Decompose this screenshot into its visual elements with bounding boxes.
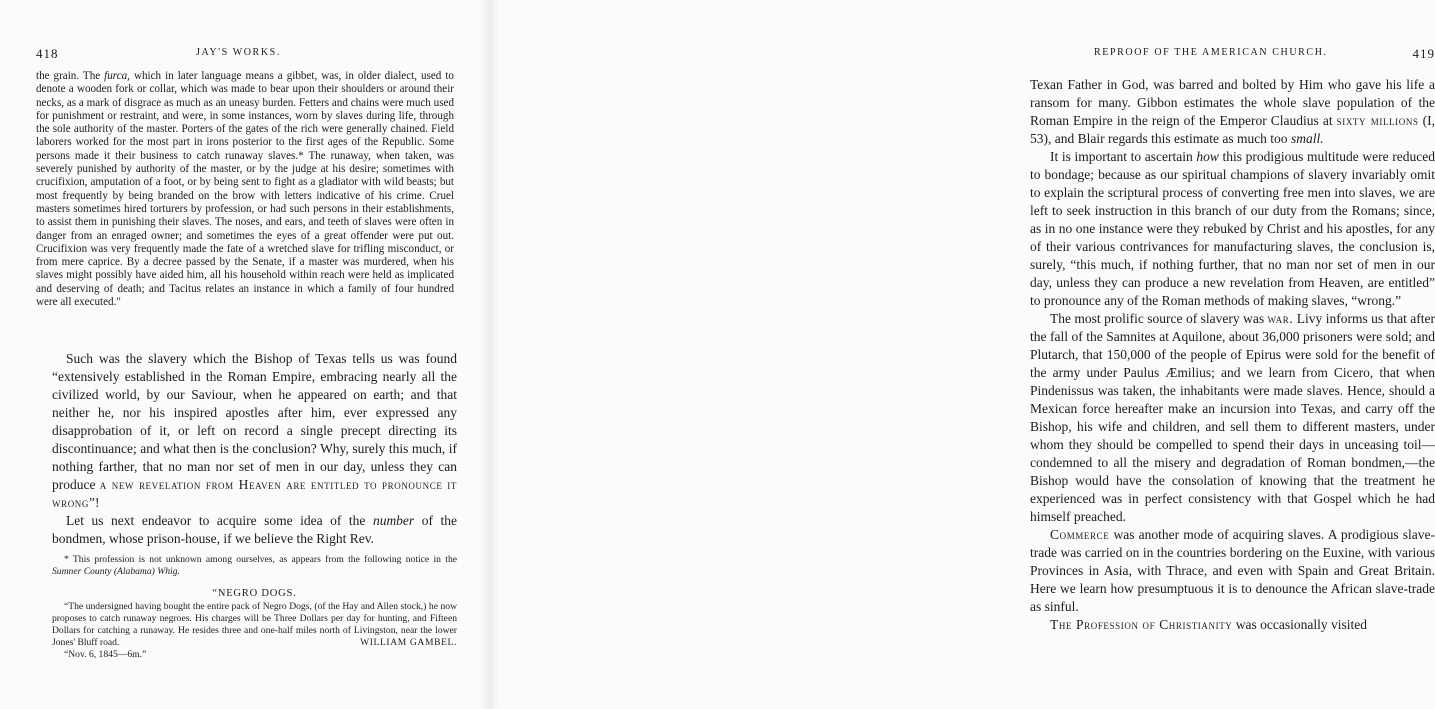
running-title: REPROOF OF THE AMERICAN CHURCH. — [1094, 47, 1328, 58]
body-text: Let us next endeavor to acquire some idea of the — [66, 513, 373, 528]
quote-text: the grain. The — [36, 70, 105, 82]
right-body-text — [1030, 76, 1435, 634]
body-text: Texan Father in God, was barred and bolted by Him who gave his life a ransom for many. Gibbon estimates the whole slave population of the Roman Empire in the reign of the Emperor Claudius at — [1030, 77, 1435, 128]
left-body-text — [52, 350, 457, 548]
italic-text: how — [1196, 149, 1219, 164]
italic-text: number — [372, 513, 415, 528]
body-text: (I, 53), and Blair regards this estimate as much too — [1030, 113, 1435, 146]
body-text: ”! — [89, 495, 100, 510]
running-title: JAY'S WORKS. — [196, 47, 281, 58]
body-paragraph — [1030, 310, 1435, 526]
page-number: 419 — [1412, 46, 1435, 61]
left-page-header — [36, 46, 464, 64]
right-page — [490, 0, 1435, 709]
footnote-italic: Sumner County (Alabama) Whig. — [52, 565, 180, 577]
body-text: Livy informs us that after the fall of the Samnites at Aquilone, about 36,000 prisoners were sold; and Plutarch, that 150,000 of the people of Epirus were sold for the benefit of the army under Paulus Æmilius; and we learn from Cicero, that when Pindenissus was taken, the inhabitants were made slaves. Hence, should a Mexican force hereafter make an incursion into Texas, and carry off the Bishop, his wife and children, and sell them to different masters, under whom they should be compelled to spend their days in unceasing toil—condemned to all the misery and degradation of Roman bondmen,—the Bishop would have the consolation of knowing that the treatment he experienced was in perfect consistency with that Gospel which he had himself preached. — [1030, 311, 1435, 524]
small-caps-text: war. — [1267, 311, 1294, 326]
body-text: Such was the slavery which the Bishop of Texas tells us was found “extensively established in the Roman Empire, embracing nearly all the civilized world, by our Saviour, when he appeared on earth; and that neither he, nor his inspired apostles after him, ever expressed any disapprobation of it, or left on record a single precept directing its discontinuance; and what then is the conclusion? Why, surely this much, if nothing farther, that no man nor set of men in our day, unless they can produce — [52, 351, 457, 492]
advertisement-heading: “NEGRO DOGS. — [212, 587, 297, 599]
body-paragraph — [52, 512, 457, 548]
quote-text: which in later language means a gibbet, was, in older dialect, used to denote a wooden fork or collar, which was made to bear upon their shoulders or around their necks, as a mark of disgrace as much as an uneasy burden. Fetters and chains were much used for punishment or restraint, and were, in some instances, worn by slaves during life, through the sole authority of the master. Porters of the gates of the rich were generally chained. Field laborers worked for the most part in irons posterior to the first ages of the Republic. Some persons made it their business to catch runaway slaves.* The runaway, when taken, was severely punished by authority of the master, or by the judge at his desire; sometimes with crucifixion, amputation of a foot, or by being sent to fight as a gladiator with wild beasts; but most frequently by being branded on the brow with letters indicative of his crime. Cruel masters sometimes hired torturers by profession, or had such persons in their establishments, to assist them in punishing their slaves. The noses, and ears, and teeth of slaves were often in danger from an enraged owner; and sometimes the eyes of a great offender were put out. Crucifixion was very frequently made the fate of a wretched slave for trifling misconduct, or from mere caprice. By a decree passed by the Senate, if a master was murdered, when his slaves might possibly have aided him, all his household within reach were held as implicated and deserving of death; and Tacitus relates an instance in which a family of four hundred were all executed." — [36, 70, 454, 309]
quote-italic-term: furca, — [104, 70, 130, 82]
advertisement-text — [52, 601, 457, 648]
body-text: It is important to ascertain — [1050, 149, 1197, 164]
small-caps-text: a new revelation from Heaven are entitled to pronounce it wrong — [52, 477, 458, 510]
advertisement-signature: WILLIAM GAMBEL. — [360, 636, 457, 648]
footnote-text — [52, 554, 457, 578]
body-paragraph — [1030, 148, 1435, 310]
small-caps-text: Commerce — [1050, 527, 1110, 542]
body-paragraph — [52, 350, 457, 512]
body-text: this prodigious multitude were reduced to bondage; because as our spiritual champions of slavery invariably omit to explain the scriptural process of converting free men into slaves, we are left to seek instruction in this branch of our duty from the Romans; since, as in no one instance were they rebuked by Christ and his apostles, for any of their various contrivances for manufacturing slaves, the conclusion is, surely, “this much, if nothing further, that no man nor set of men in our day, unless they can produce a new revelation from Heaven, are entitled” to pronounce any of the Roman methods of making slaves, “wrong.” — [1030, 149, 1435, 308]
small-caps-text: The Profession of Christianity — [1050, 617, 1233, 632]
body-paragraph — [1030, 616, 1435, 634]
body-paragraph — [1030, 76, 1435, 148]
quote-paragraph — [36, 70, 454, 309]
body-text: of the bondmen, whose prison-house, if we believe the Right Rev. — [52, 513, 457, 546]
advertisement-body: “The undersigned having bought the entire pack of Negro Dogs, (of the Hay and Allen stock,) he now proposes to catch runaway negroes. His charges will be Three Dollars per day for hunting, and Fifteen Dollars for catching a runaway. He resides three and one-half miles north of Livingston, near the lower Jones' Bluff road. — [52, 601, 457, 648]
block-quote — [36, 70, 454, 309]
footnote-body: * This profession is not unknown among ourselves, as appears from the following notice in the — [64, 554, 457, 565]
small-caps-text: sixty millions — [1336, 113, 1419, 128]
body-text: The most prolific source of slavery was — [1050, 311, 1268, 326]
body-text: was occasionally visited — [1232, 617, 1367, 632]
right-page-header — [1030, 46, 1435, 64]
italic-text: small. — [1290, 131, 1324, 146]
body-paragraph — [1030, 526, 1435, 616]
page-number: 418 — [36, 46, 59, 61]
advertisement-date: “Nov. 6, 1845—6m.” — [64, 648, 147, 660]
body-text: was another mode of acquiring slaves. A prodigious slave-trade was carried on in the countries bordering on the Euxine, with various Provinces in Asia, with Thrace, and even with Spain and Great Britain. Here we learn how presumptuous it is to denounce the African slave-trade as sinful. — [1030, 527, 1435, 614]
left-page — [0, 0, 490, 709]
footnote — [52, 554, 457, 660]
